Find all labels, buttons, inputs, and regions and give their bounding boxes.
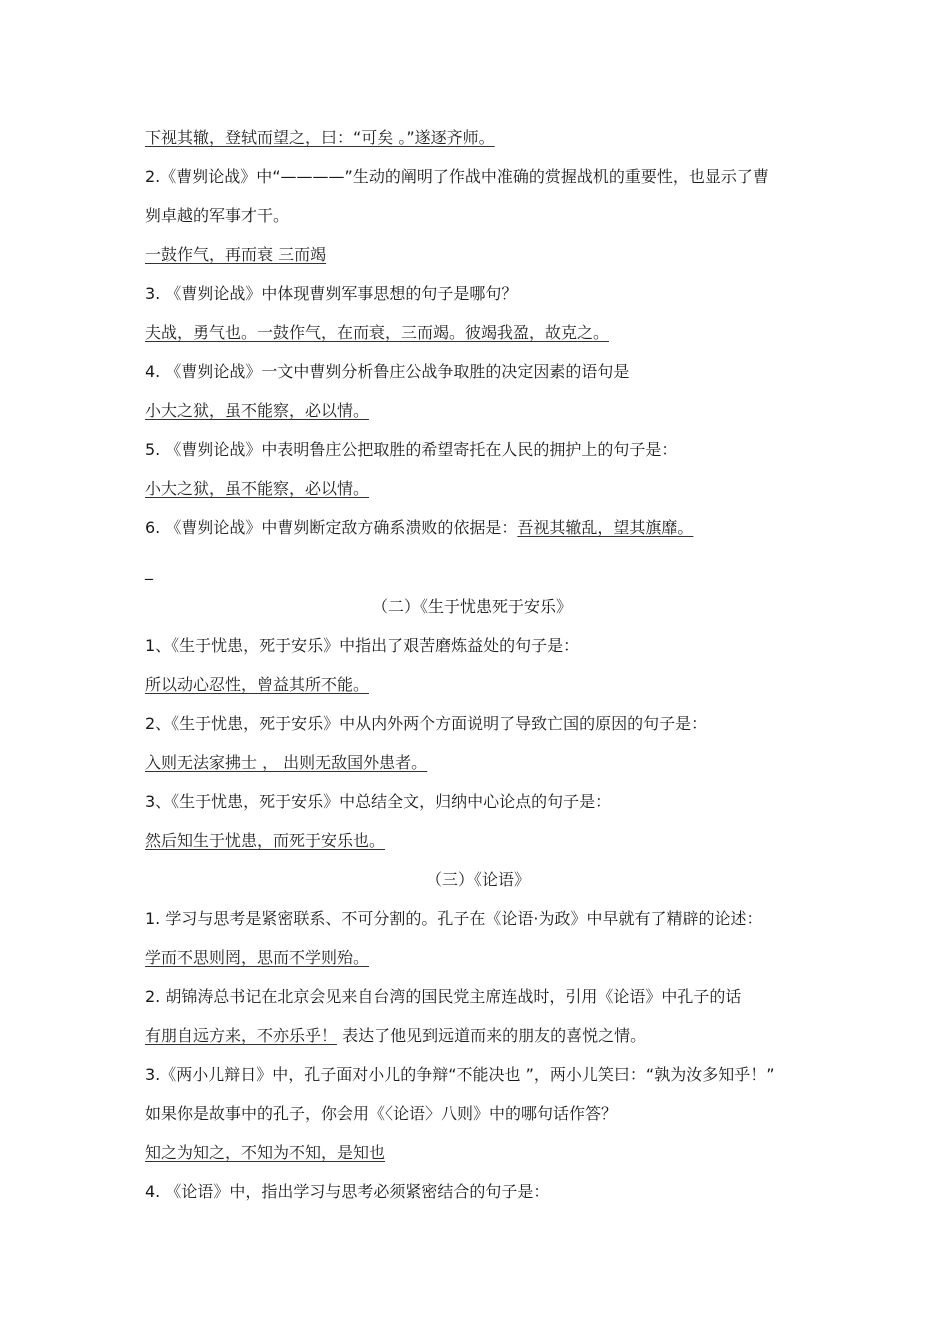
answer-text: 吾视其辙乱，望其旗靡。 bbox=[517, 518, 694, 537]
stray-mark: _ bbox=[145, 561, 153, 580]
question-text: 3、《生于忧患，死于安乐》中总结全文，归纳中心论点的句子是： bbox=[145, 792, 612, 811]
question-text bbox=[145, 1025, 646, 1047]
question-text: 4. 《曹刿论战》一文中曹刿分析鲁庄公战争取胜的决定因素的语句是 bbox=[145, 362, 630, 381]
answer-text: 入则无法家拂士 ， 出则无敌国外患者。 bbox=[145, 753, 428, 772]
answer-text: 知之为知之，不知为不知，是知也 bbox=[145, 1143, 386, 1162]
answer-text: 下视其辙，登轼而望之，曰：“可矣 。”遂逐齐师。 bbox=[145, 128, 495, 147]
question-text bbox=[145, 517, 693, 539]
question-text: 4. 《论语》中，指出学习与思考必须紧密结合的句子是： bbox=[145, 1182, 550, 1201]
answer-text: 小大之狱，虽不能察，必以情。 bbox=[145, 401, 370, 420]
question-text: 如果你是故事中的孔子，你会用《〈论语〉八则》中的哪句话作答？ bbox=[145, 1104, 618, 1123]
question-continuation: 表达了他见到远道而来的朋友的喜悦之情。 bbox=[337, 1026, 647, 1045]
answer-text: 小大之狱，虽不能察，必以情。 bbox=[145, 479, 370, 498]
answer-text: 一鼓作气，再而衰 三而竭 bbox=[145, 245, 327, 264]
question-text: 1、《生于忧患，死于安乐》中指出了艰苦磨炼益处的句子是： bbox=[145, 636, 580, 655]
question-text: 5. 《曹刿论战》中表明鲁庄公把取胜的希望寄托在人民的拥护上的句子是： bbox=[145, 440, 678, 459]
question-text: 3. 《曹刿论战》中体现曹刿军事思想的句子是哪句？ bbox=[145, 284, 518, 303]
answer-text: 有朋自远方来，不亦乐乎！ bbox=[145, 1026, 338, 1045]
section-heading: （三）《论语》 bbox=[426, 870, 531, 889]
question-text: 2、《生于忧患，死于安乐》中从内外两个方面说明了导致亡国的原因的句子是： bbox=[145, 714, 708, 733]
answer-text: 然后知生于忧患，而死于安乐也。 bbox=[145, 831, 386, 850]
answer-text: 学而不思则罔，思而不学则殆。 bbox=[145, 948, 370, 967]
question-text: 刿卓越的军事才干。 bbox=[145, 206, 290, 225]
answer-text: 夫战，勇气也。一鼓作气，在而衰，三而竭。彼竭我盈，故克之。 bbox=[145, 323, 610, 342]
answer-text: 所以动心忍性，曾益其所不能。 bbox=[145, 675, 370, 694]
question-text: 1. 学习与思考是紧密联系、不可分割的。孔子在《论语·为政》中早就有了精辟的论述： bbox=[145, 909, 763, 928]
question-text: 2.《曹刿论战》中“————”生动的阐明了作战中准确的赏握战机的重要性，也显示了曹 bbox=[145, 167, 769, 186]
question-text: 2. 胡锦涛总书记在北京会见来自台湾的国民党主席连战时，引用《论语》中孔子的话 bbox=[145, 987, 742, 1006]
question-text: 3.《两小儿辩日》中，孔子面对小儿的争辩“不能决也 ”，两小儿笑曰：“孰为汝多知乎！” bbox=[145, 1065, 775, 1084]
question-prompt: 6. 《曹刿论战》中曹刿断定敌方确系溃败的依据是： bbox=[145, 518, 518, 537]
section-heading: （二）《生于忧患死于安乐》 bbox=[372, 597, 573, 616]
